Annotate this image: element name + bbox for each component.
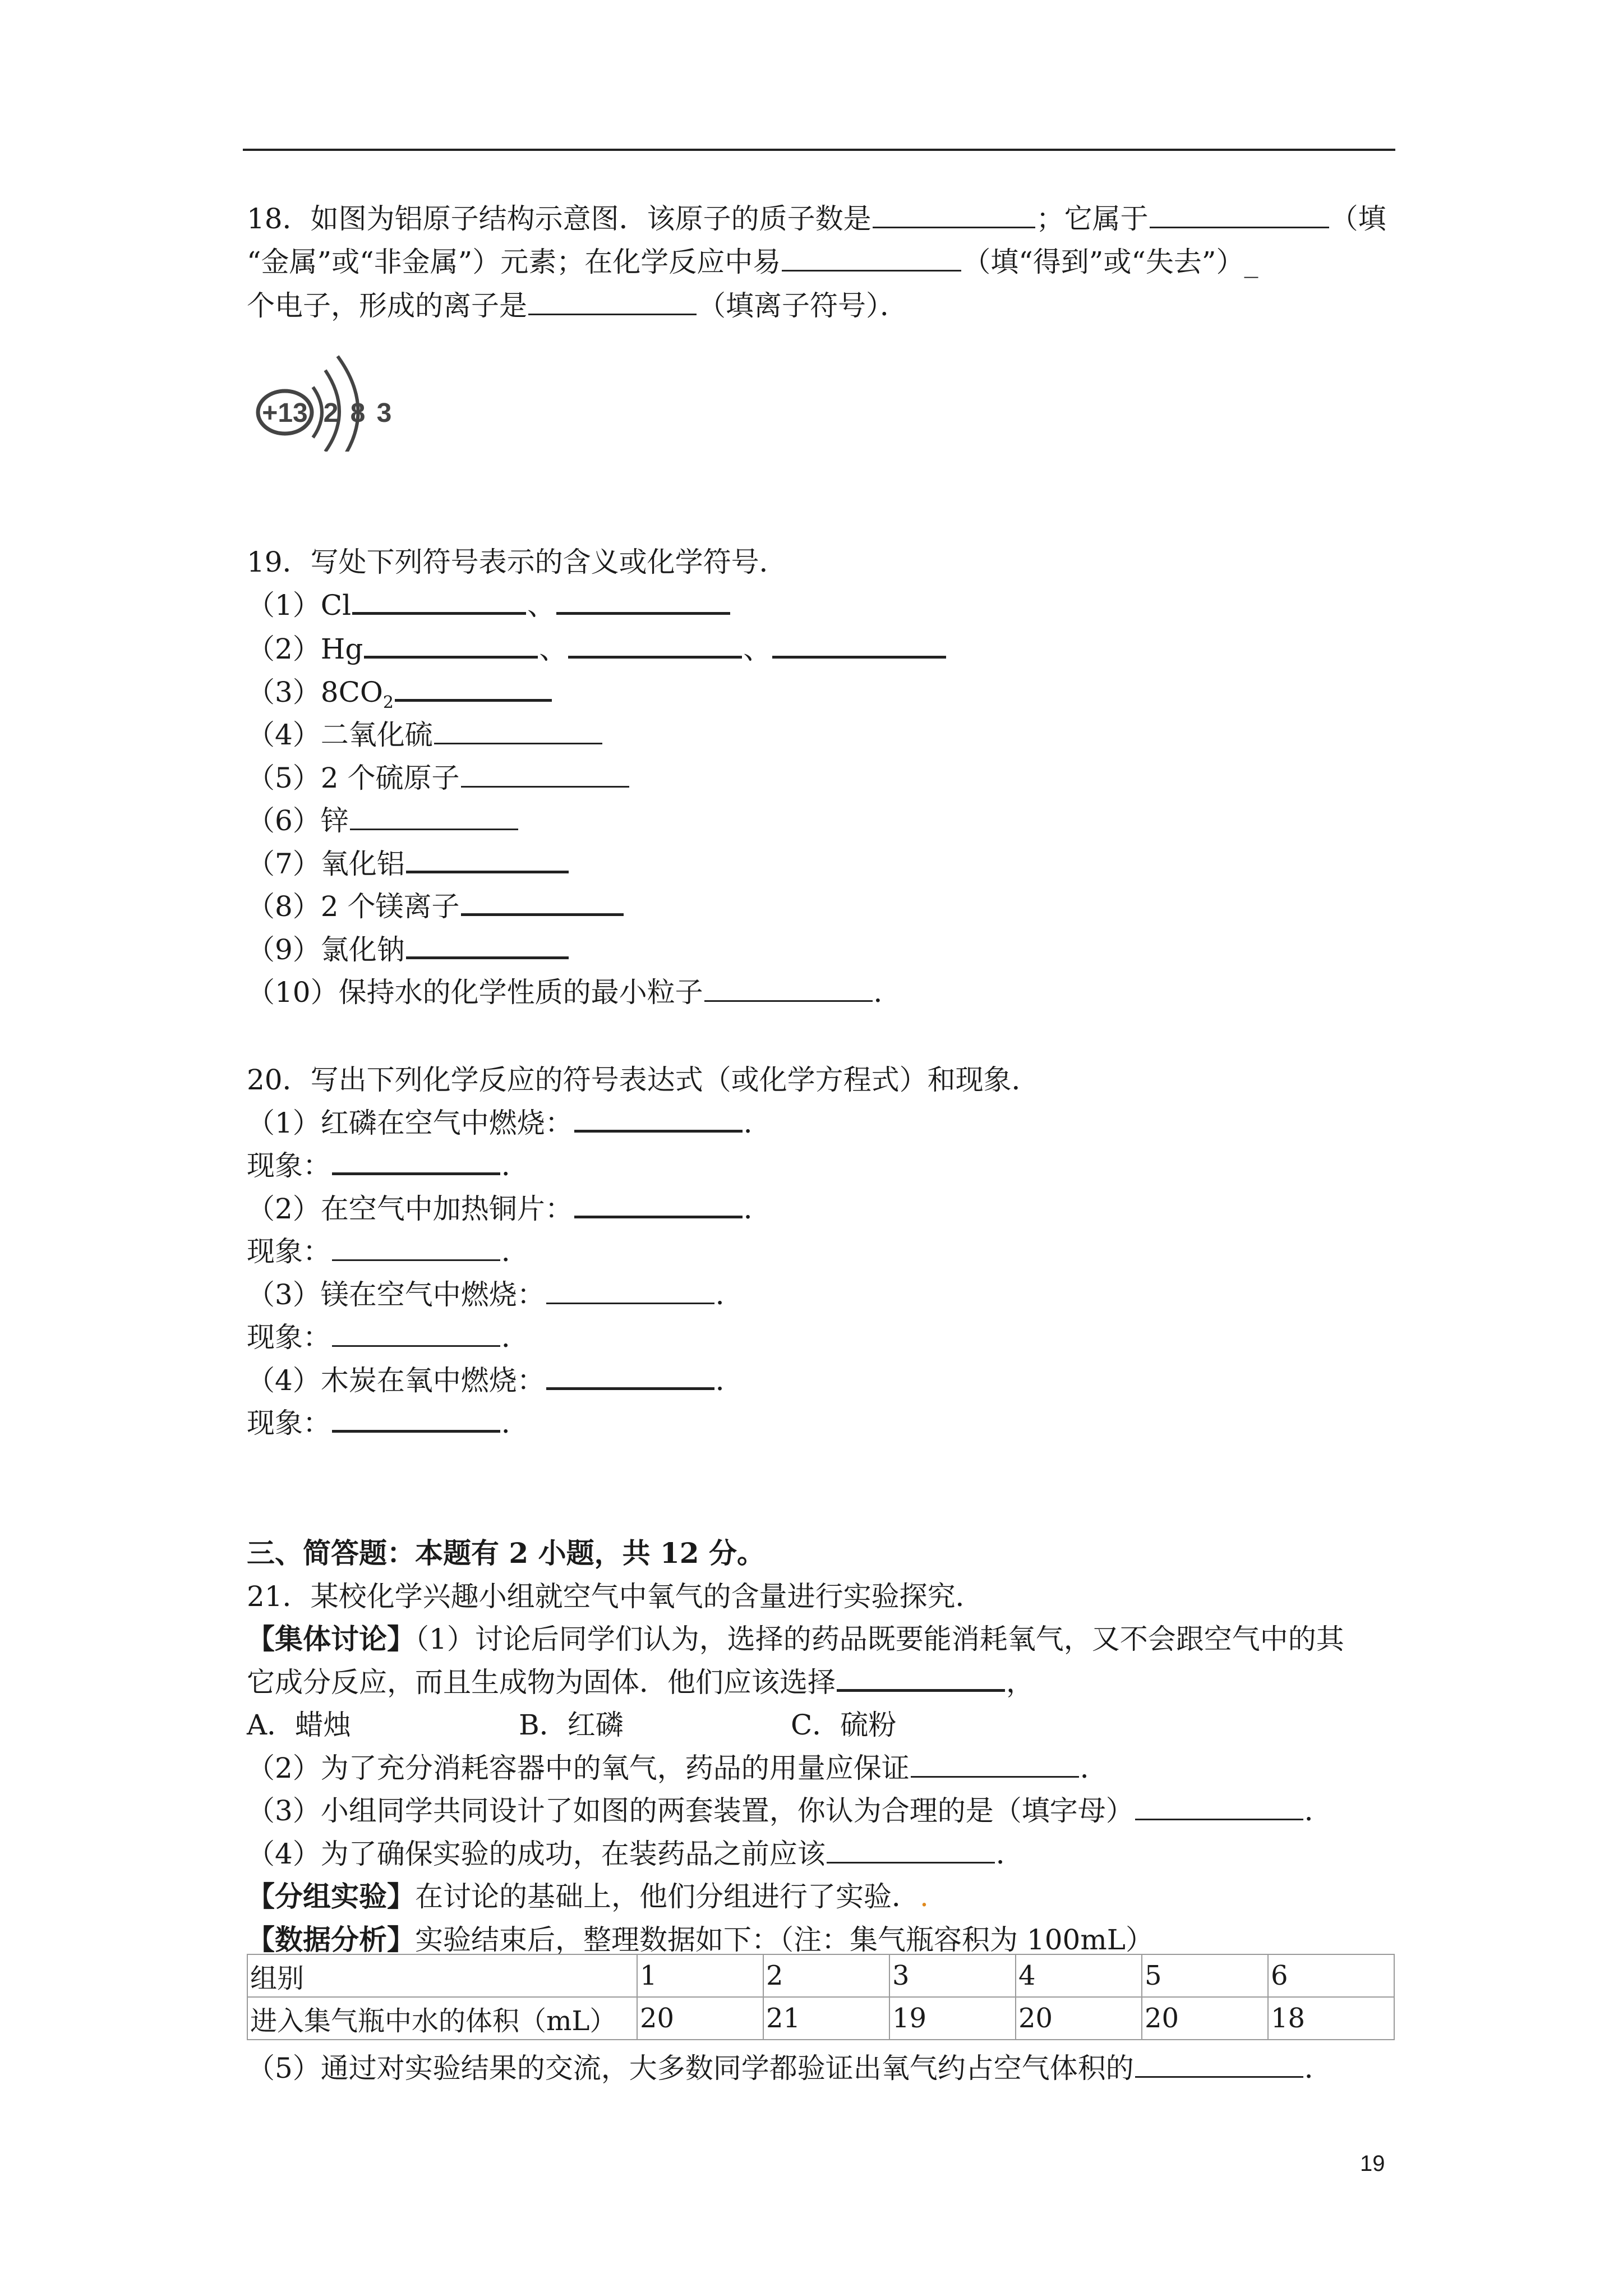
q21-discuss-line-2 xyxy=(247,1664,1034,1700)
period: ． xyxy=(873,976,902,1009)
option-b: B．红磷 xyxy=(519,1709,624,1741)
q18-line-3 xyxy=(247,288,908,324)
period: ． xyxy=(1080,1752,1108,1784)
answer-blank[interactable] xyxy=(1135,2051,1303,2078)
shell-2-count: 8 xyxy=(350,398,366,428)
answer-blank[interactable] xyxy=(395,674,552,702)
q20-title: 20．写出下列化学反应的符号表达式（或化学方程式）和现象． xyxy=(247,1064,1040,1096)
q19-item-5 xyxy=(247,760,630,796)
q21-data-analysis xyxy=(247,1922,1154,1958)
reaction-label: （2）在空气中加热铜片： xyxy=(247,1193,573,1225)
table-cell: 19 xyxy=(889,1997,1016,2040)
answer-blank[interactable] xyxy=(332,1320,500,1347)
q19-item-1 xyxy=(247,587,731,623)
reaction-label: （3）镁在空气中燃烧： xyxy=(247,1278,545,1311)
table-row xyxy=(247,1997,1394,2040)
answer-blank[interactable] xyxy=(546,1363,714,1390)
item-label: （4）二氧化硫 xyxy=(247,719,433,751)
phenomenon-label: 现象： xyxy=(247,1149,331,1182)
comma: ， xyxy=(1006,1666,1034,1699)
item-label: （1）Cl xyxy=(247,589,352,622)
answer-blank[interactable] xyxy=(406,846,569,873)
item-label: （9）氯化钠 xyxy=(247,933,405,966)
table-cell: 组别 xyxy=(247,1954,637,1997)
q19-item-3 xyxy=(247,674,553,721)
q18-text: ；它属于 xyxy=(1036,203,1149,235)
phenomenon-label: 现象： xyxy=(247,1235,331,1268)
reaction-label: （1）红磷在空气中燃烧： xyxy=(247,1107,573,1139)
answer-blank[interactable] xyxy=(827,1837,995,1864)
q19-item-10 xyxy=(247,974,902,1010)
answer-blank[interactable] xyxy=(332,1148,500,1175)
orange-dot: . xyxy=(920,1880,929,1913)
q18-text: （填“得到”或“失去”）_ xyxy=(962,246,1258,278)
period: ． xyxy=(501,1235,529,1268)
q19-item-8 xyxy=(247,889,625,924)
period: ． xyxy=(501,1407,529,1439)
phenomenon-label: 现象： xyxy=(247,1407,331,1439)
q19-item-4 xyxy=(247,717,603,753)
item-label: （5）2 个硫原子 xyxy=(247,762,460,794)
answer-blank[interactable] xyxy=(911,1751,1079,1778)
item-label: （7）氧化铝 xyxy=(247,848,405,880)
q20-reaction-3 xyxy=(247,1277,744,1313)
answer-blank[interactable] xyxy=(332,1405,500,1433)
q21-discuss-line-1 xyxy=(247,1621,1344,1657)
period: ． xyxy=(501,1321,529,1354)
period: ． xyxy=(1304,1795,1332,1827)
table-cell: 6 xyxy=(1268,1954,1394,1997)
q18-text: 18．如图为铝原子结构示意图．该原子的质子数是 xyxy=(247,203,872,235)
section-tag: 【分组实验】 xyxy=(247,1880,415,1913)
q20-reaction-2 xyxy=(247,1191,772,1227)
q21-part-2 xyxy=(247,1750,1108,1786)
q19-item-6 xyxy=(247,803,519,839)
option-c: C．硫粉 xyxy=(791,1709,897,1741)
answer-blank[interactable] xyxy=(556,587,730,615)
period: ． xyxy=(715,1364,744,1397)
answer-blank[interactable] xyxy=(873,202,1035,228)
answer-blank[interactable] xyxy=(772,631,946,659)
page-number: 19 xyxy=(1360,2151,1385,2176)
answer-blank[interactable] xyxy=(1150,202,1329,228)
q20-reaction-1 xyxy=(247,1105,772,1141)
header-rule xyxy=(243,149,1395,151)
q21-part-3 xyxy=(247,1793,1332,1829)
q19-item-9 xyxy=(247,932,570,968)
q21-text: 在讨论的基础上，他们分组进行了实验． xyxy=(415,1880,920,1913)
q19-item-2 xyxy=(247,631,947,667)
q21-group-experiment xyxy=(247,1879,929,1915)
answer-blank[interactable] xyxy=(352,587,526,615)
period: ． xyxy=(743,1193,772,1225)
q18-line-1 xyxy=(247,201,1386,237)
q18-text: 个电子，形成的离子是 xyxy=(247,289,527,322)
period: ． xyxy=(743,1107,772,1139)
reaction-label: （4）木炭在氧中燃烧： xyxy=(247,1364,545,1397)
item-label: （3）8CO xyxy=(247,676,383,708)
separator: 、 xyxy=(743,633,772,665)
q18-text: （填 xyxy=(1330,203,1386,235)
item-label: （2）Hg xyxy=(247,633,363,665)
item-label: （8）2 个镁离子 xyxy=(247,890,460,923)
q20-phenomenon-4 xyxy=(247,1405,529,1441)
q18-text: “金属”或“非金属”）元素；在化学反应中易 xyxy=(247,246,781,278)
period: ． xyxy=(1304,2052,1332,2085)
q20-phenomenon-1 xyxy=(247,1148,529,1184)
answer-blank[interactable] xyxy=(574,1191,743,1218)
table-cell: 2 xyxy=(763,1954,889,1997)
data-table xyxy=(247,1954,1395,2040)
nucleus-charge: +13 xyxy=(262,398,308,428)
table-cell: 20 xyxy=(1016,1997,1142,2040)
answer-blank[interactable] xyxy=(332,1235,500,1261)
answer-blank[interactable] xyxy=(837,1664,1005,1692)
shell-1-count: 2 xyxy=(323,398,339,428)
q19-title: 19．写处下列符号表示的含义或化学符号． xyxy=(247,546,787,578)
aluminum-atom-diagram xyxy=(247,339,426,452)
table-cell: 20 xyxy=(637,1997,763,2040)
q21-part-4 xyxy=(247,1836,1024,1872)
section-tag: 【数据分析】 xyxy=(247,1923,415,1956)
q21-text: （1）讨论后同学们认为，选择的药品既要能消耗氧气，又不会跟空气中的其 xyxy=(415,1623,1344,1655)
table-header-row xyxy=(247,1954,1394,1997)
answer-blank[interactable] xyxy=(406,932,569,959)
answer-blank[interactable] xyxy=(782,245,961,272)
q21-text: （4）为了确保实验的成功，在装药品之前应该 xyxy=(247,1838,826,1870)
q20-reaction-4 xyxy=(247,1363,744,1398)
option-a: A．蜡烛 xyxy=(247,1709,352,1741)
q20-phenomenon-3 xyxy=(247,1319,529,1355)
separator: 、 xyxy=(539,633,568,665)
subscript: 2 xyxy=(382,693,394,712)
item-label: （10）保持水的化学性质的最小粒子 xyxy=(247,976,703,1009)
q18-text: （填离子符号）． xyxy=(698,289,908,322)
q21-text: 它成分反应，而且生成物为固体．他们应该选择 xyxy=(247,1666,836,1699)
table-cell: 1 xyxy=(637,1954,763,1997)
answer-blank[interactable] xyxy=(568,631,742,659)
q19-item-7 xyxy=(247,846,570,882)
q20-phenomenon-2 xyxy=(247,1234,529,1269)
q21-title: 21．某校化学兴趣小组就空气中氧气的含量进行实验探究． xyxy=(247,1580,984,1613)
answer-blank[interactable] xyxy=(546,1278,714,1304)
separator: 、 xyxy=(527,589,556,622)
answer-blank[interactable] xyxy=(461,889,624,916)
table-cell: 5 xyxy=(1142,1954,1268,1997)
answer-blank[interactable] xyxy=(528,289,697,315)
q21-options xyxy=(247,1707,896,1743)
section-tag: 【集体讨论】 xyxy=(247,1622,415,1655)
answer-blank[interactable] xyxy=(704,976,873,1002)
period: ． xyxy=(501,1149,529,1182)
period: ． xyxy=(995,1838,1024,1870)
table-cell: 18 xyxy=(1268,1997,1394,2040)
table-cell: 21 xyxy=(763,1997,889,2040)
answer-blank[interactable] xyxy=(364,631,538,659)
table-cell: 进入集气瓶中水的体积（mL） xyxy=(247,1997,637,2040)
answer-blank[interactable] xyxy=(574,1105,743,1133)
section-3-title: 三、简答题：本题有 2 小题，共 12 分。 xyxy=(247,1536,765,1570)
table-cell: 3 xyxy=(889,1954,1016,1997)
q18-line-2 xyxy=(247,244,1258,280)
table-cell: 4 xyxy=(1016,1954,1142,1997)
answer-blank[interactable] xyxy=(350,804,518,830)
q21-text: （3）小组同学共同设计了如图的两套装置，你认为合理的是（填字母） xyxy=(247,1795,1134,1827)
q21-part-5 xyxy=(247,2050,1332,2086)
phenomenon-label: 现象： xyxy=(247,1321,331,1354)
answer-blank[interactable] xyxy=(434,718,602,744)
q21-text: （5）通过对实验结果的交流，大多数同学都验证出氧气约占空气体积的 xyxy=(247,2052,1134,2085)
table-cell: 20 xyxy=(1142,1997,1268,2040)
q21-text: （2）为了充分消耗容器中的氧气，药品的用量应保证 xyxy=(247,1752,910,1784)
answer-blank[interactable] xyxy=(1135,1794,1303,1820)
shell-3-count: 3 xyxy=(376,398,392,428)
item-label: （6）锌 xyxy=(247,804,349,837)
answer-blank[interactable] xyxy=(461,761,629,788)
electron-shell-1 xyxy=(313,387,322,438)
q21-text: 实验结束后，整理数据如下：（注：集气瓶容积为 100mL） xyxy=(415,1924,1154,1956)
period: ． xyxy=(715,1278,744,1311)
